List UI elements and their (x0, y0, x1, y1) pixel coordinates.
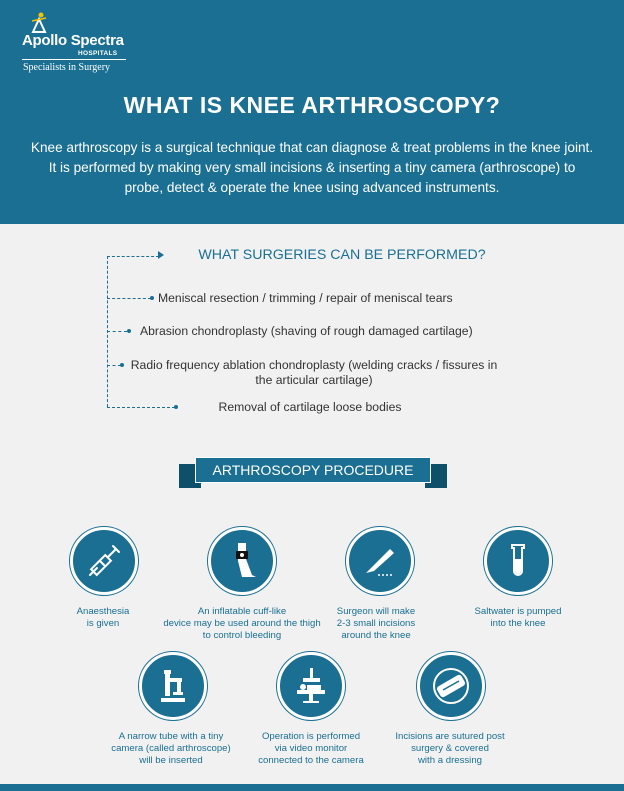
procedure-banner (185, 457, 441, 487)
scalpel-icon (360, 541, 400, 581)
microscope-icon (153, 666, 193, 706)
step-4-badge (484, 527, 552, 595)
connector-line (107, 365, 121, 366)
surgery-item-1: Meniscal resection / trimming / repair of meniscal tears (158, 291, 453, 305)
step-7-text: Incisions are sutured post surgery & covered with a dressing (395, 731, 505, 766)
step-4-text: Saltwater is pumped into the knee (474, 606, 562, 629)
logo-figure-icon (30, 12, 48, 34)
step-3-badge (346, 527, 414, 595)
step-5-badge (139, 652, 207, 720)
intro-paragraph: Knee arthroscopy is a surgical technique that can diagnose & treat problems in the knee joint. It is performed by making very small incisions & inserting a tiny camera (arthroscope) to probe, detect & operate the knee using advanced instruments. (30, 140, 594, 195)
footer-bar (0, 784, 624, 791)
logo-divider (22, 59, 126, 60)
header-section (0, 0, 624, 224)
step-2-text: An inflatable cuff-like device may be used around the thigh to control bleeding (163, 606, 321, 641)
surgery-item-3: Radio frequency ablation chondroplasty (welding cracks / fissures in the articular cartilage) (130, 358, 498, 387)
surgeries-title: WHAT SURGERIES CAN BE PERFORMED? (198, 247, 486, 263)
procedure-title: ARTHROSCOPY PROCEDURE (195, 457, 431, 483)
step-7-badge (417, 652, 485, 720)
logo-sub: HOSPITALS (78, 50, 118, 57)
bullet-dot (120, 363, 124, 367)
step-2-badge (208, 527, 276, 595)
bullet-dot (150, 296, 154, 300)
bullet-dot (127, 329, 131, 333)
page-title: WHAT IS KNEE ARTHROSCOPY? (123, 92, 501, 118)
surgery-item-2: Abrasion chondroplasty (shaving of rough damaged cartilage) (140, 324, 473, 338)
step-1-text: Anaesthesia is given (76, 606, 130, 629)
logo-name: Apollo Spectra (22, 32, 124, 49)
logo-tagline: Specialists in Surgery (23, 62, 111, 73)
step-6-badge (277, 652, 345, 720)
operating-table-icon (291, 666, 331, 706)
knee-cuff-icon (222, 541, 262, 581)
connector-line (107, 331, 127, 332)
step-3-text: Surgeon will make 2-3 small incisions around the knee (336, 606, 416, 641)
apollo-spectra-logo[interactable] (22, 10, 132, 73)
connector-line (107, 407, 175, 408)
connector-line (107, 298, 151, 299)
surgery-item-4: Removal of cartilage loose bodies (218, 400, 402, 414)
step-6-text: Operation is performed via video monitor connected to the camera (258, 731, 364, 766)
bandage-icon (431, 666, 471, 706)
test-tube-icon (498, 541, 538, 581)
step-1-badge (70, 527, 138, 595)
syringe-icon (84, 541, 124, 581)
bullet-dot (174, 405, 178, 409)
step-5-text: A narrow tube with a tiny camera (called arthroscope) will be inserted (111, 731, 231, 766)
